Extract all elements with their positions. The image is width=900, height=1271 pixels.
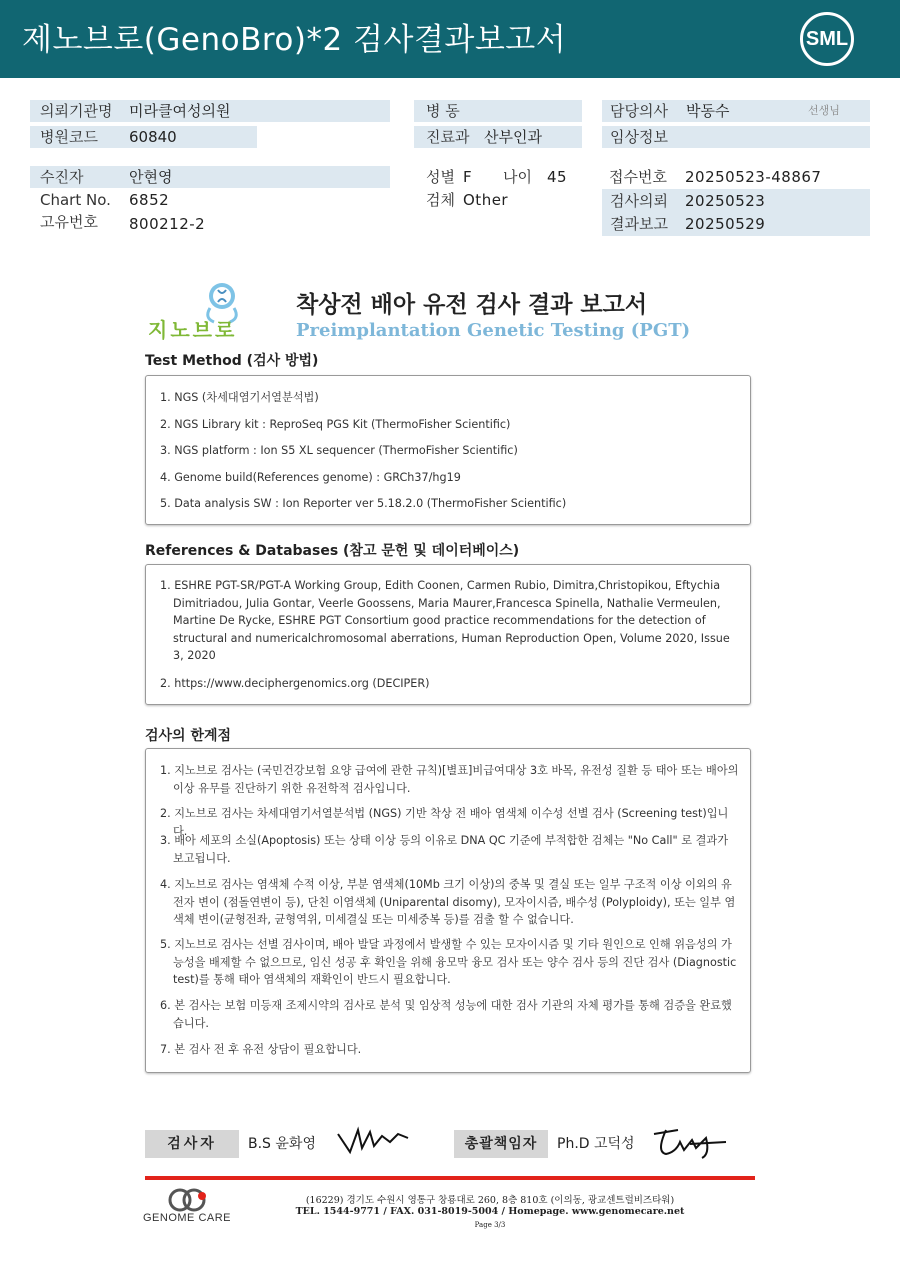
report-subtitle: Preimplantation Genetic Testing (PGT)	[296, 320, 691, 341]
request-date-value: 20250523	[685, 192, 766, 210]
report-title: 착상전 배아 유전 검사 결과 보고서	[296, 292, 648, 318]
age-label: 나이	[503, 168, 532, 186]
references-box	[145, 564, 751, 705]
footer-contact: TEL. 1544-9771 / FAX. 031-8019-5004 / Homepage. www.genomecare.net	[295, 1206, 685, 1217]
requesting-org-label: 의뢰기관명	[40, 102, 113, 120]
clinical-field	[602, 126, 870, 148]
doctor-value: 박동수	[686, 102, 730, 120]
uid-value: 800212-2	[129, 215, 206, 233]
footer-divider	[145, 1176, 755, 1180]
sml-logo	[800, 12, 854, 66]
limit-item: 2. 지노브로 검사는 차세대염기서열분석법 (NGS) 기반 착상 전 배아 염색체 이수성 선별 검사 (Screening test)입니다.	[160, 807, 729, 838]
method-item: 4. Genome build(References genome) : GRCh37/hg19	[160, 471, 461, 484]
chart-label: Chart No.	[40, 191, 111, 209]
doctor-suffix: 선생님	[808, 104, 840, 117]
patient-field	[30, 166, 390, 188]
header-bar	[0, 0, 900, 78]
report-date-value: 20250529	[685, 215, 766, 233]
page-title: 제노브로(GenoBro)*2 검사결과보고서	[22, 22, 567, 58]
receipt-label: 접수번호	[609, 168, 667, 186]
genome-care-text: GENOME CARE	[143, 1212, 232, 1224]
limit-item: 1. 지노브로 검사는 (국민건강보험 요양 급여에 관한 규칙)[별표]비급여대상 3호 바목, 유전성 질환 등 태아 또는 배아의 이상 유무를 진단하기 위한 유전학적 검사입니다.	[160, 764, 739, 795]
patient-label: 수진자	[40, 168, 84, 186]
report-date-label: 결과보고	[610, 215, 668, 233]
doctor-label: 담당의사	[610, 102, 668, 120]
genobro-logo-text: 지노브로	[148, 318, 238, 342]
ward-label: 병 동	[426, 102, 460, 120]
director-signature-icon	[650, 1124, 730, 1160]
examiner-label: 검사자	[145, 1130, 239, 1158]
director-label: 총괄책임자	[454, 1130, 548, 1158]
patient-value: 안현영	[129, 168, 173, 186]
method-item: 5. Data analysis SW : Ion Reporter ver 5.18.2.0 (ThermoFisher Scientific)	[160, 497, 567, 510]
clinical-label: 임상정보	[610, 128, 668, 146]
dept-value: 산부인과	[484, 128, 542, 146]
sml-logo-text: SML	[805, 28, 849, 50]
dept-field	[414, 126, 582, 148]
hospital-code-field	[30, 126, 257, 148]
limit-item: 6. 본 검사는 보험 미등재 조제시약의 검사로 분석 및 임상적 성능에 대한 검사 기관의 자체 평가를 통해 검증을 완료했습니다.	[160, 999, 732, 1030]
references-heading: References & Databases (참고 문헌 및 데이터베이스)	[145, 543, 520, 559]
sex-label: 성별	[426, 168, 455, 186]
limit-item: 5. 지노브로 검사는 선별 검사이며, 배아 발달 과정에서 발생할 수 있는 모자이시즘 및 기타 원인으로 인해 위음성의 가능성을 배제할 수 없으므로, 임신 성공 후 확인을 위해 융모막 융모 검사 또는 양수 검사 등의 진단 검사 (Diagnostic test)를 통해 태아 염색체의 재확인이 반드시 필요합니다.	[160, 938, 737, 986]
receipt-value: 20250523-48867	[685, 168, 822, 186]
method-item: 3. NGS platform : Ion S5 XL sequencer (ThermoFisher Scientific)	[160, 444, 518, 457]
specimen-label: 검체	[426, 191, 455, 209]
limit-item: 3. 배아 세포의 소실(Apoptosis) 또는 상태 이상 등의 이유로 DNA QC 기준에 부적합한 검체는 "No Call" 로 결과가 보고됩니다.	[160, 834, 729, 865]
requesting-org-value: 미라클여성의원	[129, 102, 231, 120]
method-box	[145, 375, 751, 525]
specimen-value: Other	[463, 191, 509, 209]
limits-box	[145, 748, 751, 1073]
ward-field	[414, 100, 582, 122]
age-value: 45	[547, 168, 568, 186]
director-name: Ph.D 고덕성	[557, 1136, 635, 1152]
examiner-name: B.S 윤화영	[248, 1136, 316, 1152]
page-number: Page 3/3	[474, 1221, 506, 1229]
footer-address: (16229) 경기도 수원시 영통구 창룡대로 260, 8층 810호 (이의동, 광교센트럴비즈타워)	[305, 1195, 675, 1206]
examiner-signature-icon	[336, 1124, 416, 1158]
dates-field	[602, 189, 870, 236]
method-heading: Test Method (검사 방법)	[145, 353, 319, 369]
chart-value: 6852	[129, 191, 170, 209]
reference-item: 2. https://www.deciphergenomics.org (DECIPER)	[160, 677, 430, 690]
limit-item: 7. 본 검사 전 후 유전 상담이 필요합니다.	[160, 1043, 362, 1056]
genome-care-logo-icon	[166, 1188, 210, 1212]
dept-label: 진료과	[426, 128, 470, 146]
limit-item: 4. 지노브로 검사는 염색체 수적 이상, 부분 염색체(10Mb 크기 이상)의 중복 및 결실 또는 일부 구조적 이상 이외의 유전자 변이 (점돌연변이 등), 단친 이염색체 (Uniparental disomy), 모자이시즘, 배수성 (Polyploidy), 또는 일부 염색체 변이(균형전좌, 균형역위, 미세결실 또는 미세중복 등)를 검출 할 수 없습니다.	[160, 878, 736, 926]
hospital-code-label: 병원코드	[40, 128, 98, 146]
limits-heading: 검사의 한계점	[145, 728, 232, 744]
hospital-code-value: 60840	[129, 128, 177, 146]
sex-value: F	[463, 168, 473, 186]
reference-item: 1. ESHRE PGT-SR/PGT-A Working Group, Edith Coonen, Carmen Rubio, Dimitra,Christopikou, Eftychia Dimitriadou, Julia Gontar, Veerle Goossens, Maria Maurer,Francesca Spinella, Nathalie Vermeulen, Martine De Rycke, ESHRE PGT Consortium good practice recommendations for the detection of structural and numericalchromosomal aberrations, Human Reproduction Open, Volume 2020, Issue 3, 2020	[160, 579, 730, 662]
method-item: 1. NGS (차세대염기서열분석법)	[160, 391, 319, 404]
requesting-org-field	[30, 100, 390, 122]
method-item: 2. NGS Library kit : ReproSeq PGS Kit (ThermoFisher Scientific)	[160, 418, 511, 431]
request-date-label: 검사의뢰	[610, 192, 668, 210]
doctor-field	[602, 100, 870, 122]
uid-label: 고유번호	[40, 213, 98, 231]
